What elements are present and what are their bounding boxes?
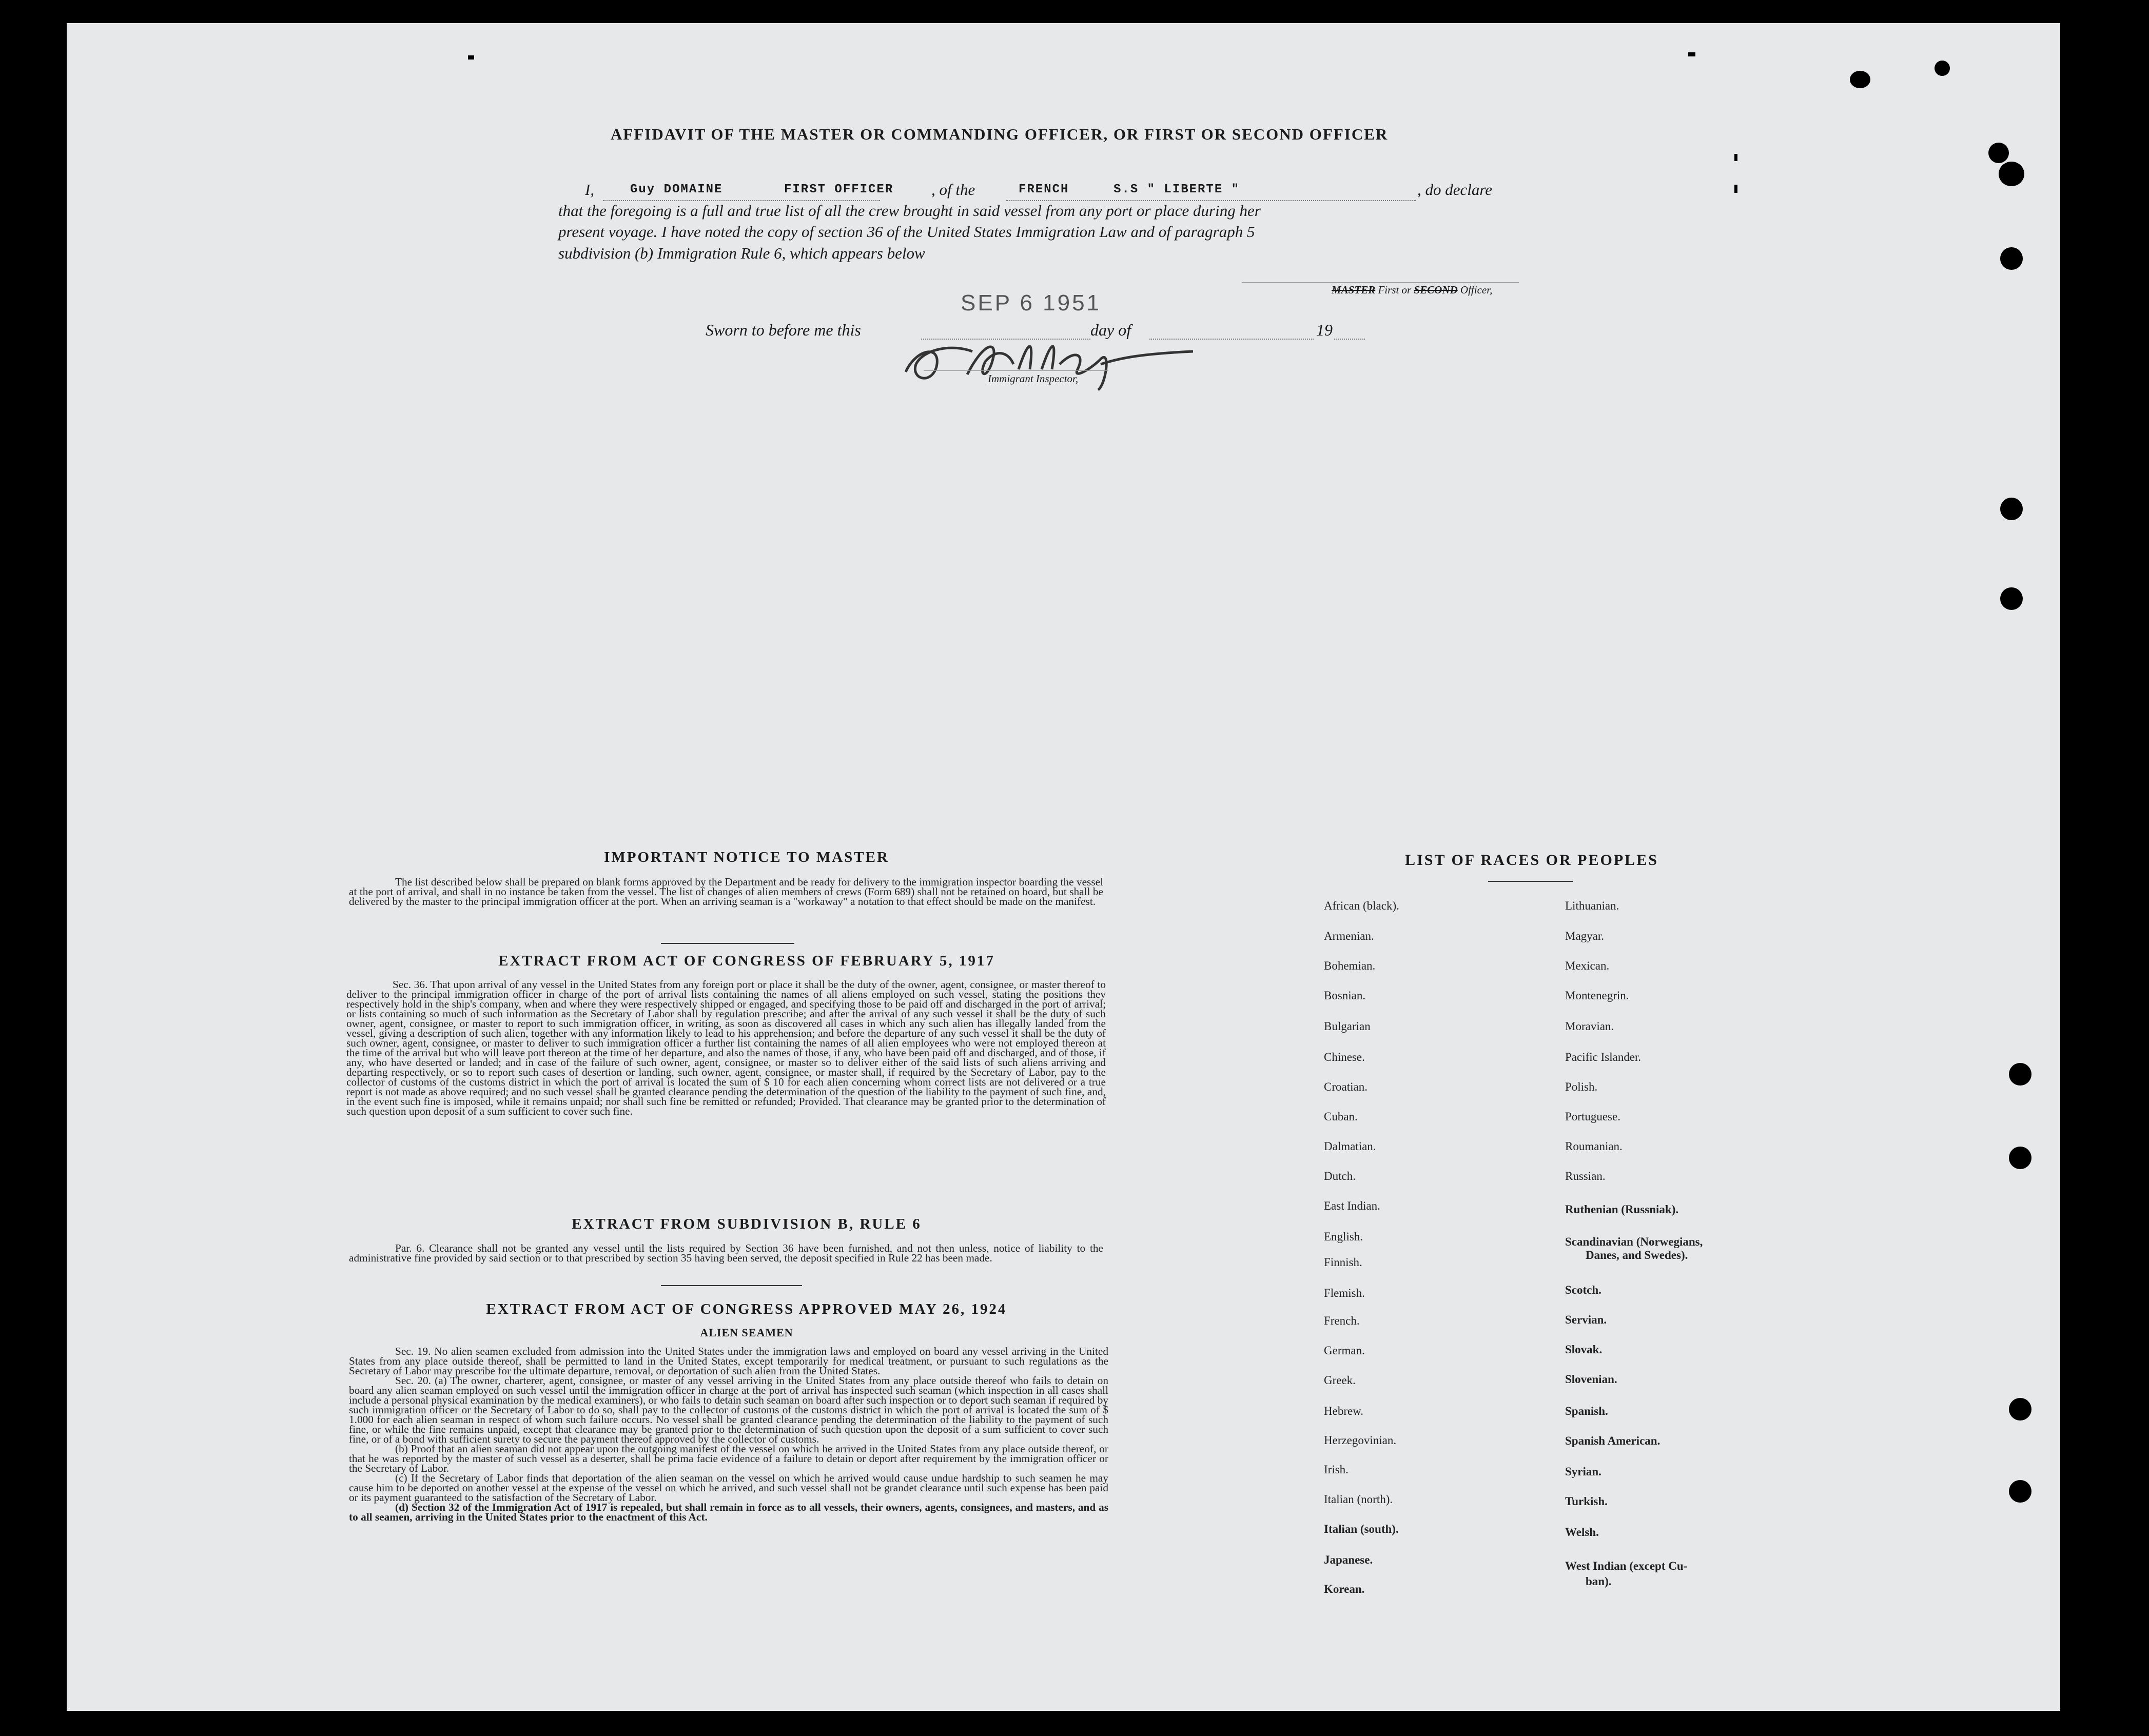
race-item: French. (1324, 1314, 1360, 1327)
race-item: Scandinavian (Norwegians, (1565, 1235, 1703, 1248)
race-item: Irish. (1324, 1463, 1349, 1476)
race-item: Bosnian. (1324, 989, 1366, 1002)
officer-word: Officer, (1460, 284, 1493, 296)
race-item: Pacific Islander. (1565, 1051, 1642, 1063)
struck-master: MASTER (1332, 284, 1376, 296)
race-item: Magyar. (1565, 930, 1605, 942)
signature-line (1242, 282, 1519, 283)
race-item: Hebrew. (1324, 1405, 1364, 1417)
race-item: Armenian. (1324, 930, 1374, 942)
race-item: Turkish. (1565, 1495, 1608, 1508)
date-stamp: SEP 6 1951 (961, 290, 1102, 315)
race-item: Croatian. (1324, 1080, 1367, 1093)
first-or-label: First or (1378, 284, 1412, 296)
race-item: Ruthenian (Russniak). (1565, 1203, 1679, 1216)
divider (1488, 881, 1573, 882)
year-prefix: 19 (1316, 321, 1333, 339)
race-item: Korean. (1324, 1583, 1365, 1595)
sec-19: Sec. 19. No alien seamen excluded from admission into the United States under the immigration laws and employed on board any vessel arriving in the United States from any place outside thereof, shall be permitted to land in the United States, except temporarily for medical treatment, or pursuant to such regulations as the Secretary of Labor may prescribe for the ultimate departure, removal, or deportation of such alien from the United States. (349, 1345, 1108, 1377)
sworn-text: Sworn to before me this (706, 321, 861, 339)
affidavit-line-3: present voyage. I have noted the copy of section 36 of the United States Immigration Law and of paragraph 5 (558, 223, 1255, 241)
race-item: Chinese. (1324, 1051, 1365, 1063)
race-item: Danes, and Swedes). (1586, 1249, 1688, 1261)
race-item: Scotch. (1565, 1284, 1601, 1296)
extract-1917-text: Sec. 36. That upon arrival of any vessel in the United States from any foreign port or place it shall be the duty of the owner, agent, consignee, or master thereof to deliver to the principal immigration officer in charge of the port of arrival lists containing the names of all aliens employed on such vessel, stating the positions they respectively hold in the ship's company, when and where they were respectively shipped or engaged, and specifying those to be paid off and discharged in the port of arrival; or lists containing so much of such information as the Secretary of Labor shall by regulation prescribe; and after the arrival of any such vessel it shall be the duty of such owner, agent, consignee, or master to report to such immigration officer, in writing, as soon as discovered all cases in which any such alien has illegally landed from the vessel, giving a description of such alien, together with any information likely to lead to his apprehension; and before the departure of any such vessel it shall be the duty of such owner, agent, consignee, or master to deliver to such immigration officer a further list containing the names of all alien employees who were not employed thereon at the time of the arrival but who will leave port thereon at the time of her departure, and also the names of those, if any, who have been paid off and discharged, and of those, if any, who have deserted or landed; and in case of the failure of such owner, agent, consignee, or master so to deliver either of the said lists of such aliens arriving and departing respectively, or so to report such cases of desertion or landing, such owner, agent, consignee, or master shall, if required by the Secretary of Labor, pay to the collector of customs of the customs district in which the port of arrival is located the sum of $ 10 for each alien concerning whom correct lists are not delivered or a true report is not made as above required; and no such vessel shall be granted clearance pending the determination of the question of the liability to the payment of such fine, and, in the event such fine is imposed, while it remains unpaid; nor shall such fine be remitted or refunded; Provided. That clearance may be granted prior to the determination of such question upon deposit of a sum sufficient to cover such fine. (346, 978, 1106, 1117)
underline (1334, 339, 1365, 340)
race-item: English. (1324, 1230, 1363, 1243)
divider (661, 1285, 802, 1286)
race-item: Polish. (1565, 1080, 1598, 1093)
race-item: Slovak. (1565, 1343, 1603, 1356)
pronoun: I, (585, 181, 595, 199)
punch-hole (1988, 143, 2009, 163)
affidavit-line-4: subdivision (b) Immigration Rule 6, which appears below (558, 244, 925, 262)
race-item: German. (1324, 1344, 1365, 1357)
punch-hole (1850, 71, 1870, 88)
race-item: Lithuanian. (1565, 899, 1619, 912)
struck-second: SECOND (1414, 284, 1458, 296)
race-item: Russian. (1565, 1170, 1606, 1182)
officer-label (1332, 284, 1492, 297)
race-item: Italian (south). (1324, 1523, 1399, 1535)
notice-text: The list described below shall be prepared on blank forms approved by the Department and be ready for delivery to the immigration inspector boarding the vessel at the port of arrival, and shall in no instance be taken from the vessel. The list of changes of alien members of crews (Form 689) shall not be retained on board, but shall be delivered by the master to the principal immigration officer at the port. When an arriving seaman is a "workaway" a notation to that effect should be made on the manifest. (349, 876, 1103, 908)
sec-20b: (b) Proof that an alien seaman did not appear upon the outgoing manifest of the vessel on which he arrived in the United States from any place outside thereof, or that he was reported by the master of such vessel as a deserter, shall be prima facie evidence of a failure to detain or deport after requirement by the immigration officer or the Secretary of Labor. (349, 1443, 1108, 1474)
inspector-line (924, 370, 1108, 371)
race-item: Moravian. (1565, 1020, 1614, 1033)
race-item: ban). (1586, 1575, 1612, 1588)
underline (603, 200, 880, 201)
race-item: Greek. (1324, 1374, 1356, 1387)
race-item: Syrian. (1565, 1465, 1601, 1478)
do-declare-text: , do declare (1417, 181, 1493, 199)
race-item: Italian (north). (1324, 1493, 1393, 1506)
punch-hole (2009, 1398, 2031, 1421)
race-item: Bohemian. (1324, 959, 1376, 972)
notice-title: IMPORTANT NOTICE TO MASTER (604, 849, 889, 865)
race-item: Herzegovinian. (1324, 1434, 1397, 1447)
speck (468, 55, 474, 60)
punch-hole (2009, 1063, 2031, 1086)
extract-1924-title: EXTRACT FROM ACT OF CONGRESS APPROVED MAY 26, 1924 (486, 1301, 1007, 1317)
race-item: Spanish. (1565, 1405, 1608, 1417)
races-title: LIST OF RACES OR PEOPLES (1405, 852, 1658, 869)
race-item: Flemish. (1324, 1287, 1365, 1299)
divider (661, 943, 794, 944)
day-of-text: day of (1090, 321, 1131, 339)
race-item: East Indian. (1324, 1199, 1380, 1212)
sec-20c: (c) If the Secretary of Labor finds that deportation of the alien seaman on the vessel on which he arrived would cause undue hardship to such seamen he may cause him to be deported on another vessel at the expense of the vessel on which he arrived, and such vessel shall not be grandet clearance until such expense has been paid or its payment guaranteed to the satisfaction of the Secretary of Labor. (349, 1472, 1108, 1504)
affidavit-line-2: that the foregoing is a full and true list of all the crew brought in said vessel from any port or place during her (558, 202, 1261, 220)
punch-hole (1935, 61, 1950, 76)
race-item: Roumanian. (1565, 1140, 1623, 1153)
race-item: Spanish American. (1565, 1434, 1660, 1447)
punch-hole (2000, 247, 2023, 270)
sec-20d: (d) Section 32 of the Immigration Act of 1917 is repealed, but shall remain in force as to all vessels, their owners, agents, consignees, and masters, and as to all seamen, arriving in the United States prior to the enactment of this Act. (349, 1501, 1108, 1523)
officer-rank: FIRST OFFICER (784, 183, 894, 196)
affidavit-title: AFFIDAVIT OF THE MASTER OR COMMANDING OFFICER, OR FIRST OR SECOND OFFICER (611, 125, 1389, 143)
race-item: West Indian (except Cu- (1565, 1560, 1688, 1572)
race-item: Slovenian. (1565, 1373, 1617, 1386)
race-item: Dalmatian. (1324, 1140, 1376, 1153)
race-item: Dutch. (1324, 1170, 1356, 1182)
inspector-label: Immigrant Inspector, (988, 372, 1079, 385)
of-the-text: , of the (931, 181, 975, 199)
underline (1006, 200, 1416, 201)
punch-hole (1999, 162, 2024, 186)
race-item: Servian. (1565, 1313, 1607, 1326)
speck (1734, 154, 1737, 161)
speck (1688, 52, 1695, 56)
extract-1924-text (349, 1347, 1108, 1522)
race-item: Bulgarian (1324, 1020, 1371, 1033)
sec-20a: Sec. 20. (a) The owner, charterer, agent, consignee, or master of any vessel arriving in the United States from any place outside thereof who fails to detain on board any alien seaman employed on such vessel until the immigration officer in charge at the port of arrival has inspected such seaman (which inspection in all cases shall include a personal physical examination by the medical examiners), or who fails to detain such seaman on board after such inspection or to deport such seaman if required by such immigration officer or the Secretary of Labor to do so, shall pay to the collector of customs of the customs district in which the port of arrival is located the sum of $ 1.000 for each alien seaman in respect of whom such failure occurs. No vessel shall be granted clearance pending the determination of the liability to the payment of such fine, or while the fine remains unpaid, except that clearance may be granted prior to the determination of such question upon the deposit of a sum sufficient to cover such fine, or of a bond with sufficient surety to secure the payment thereof approved by the collector of customs. (349, 1374, 1108, 1445)
race-item: Welsh. (1565, 1526, 1599, 1538)
officer-name: Guy DOMAINE (630, 183, 723, 196)
extract-1917-title: EXTRACT FROM ACT OF CONGRESS OF FEBRUARY 5, 1917 (498, 953, 995, 969)
race-item: African (black). (1324, 899, 1399, 912)
punch-hole (2000, 587, 2023, 610)
race-item: Portuguese. (1565, 1110, 1620, 1123)
race-item: Mexican. (1565, 959, 1610, 972)
rule6-title: EXTRACT FROM SUBDIVISION B, RULE 6 (572, 1216, 922, 1232)
race-item: Montenegrin. (1565, 989, 1629, 1002)
speck (1734, 185, 1737, 193)
race-item: Cuban. (1324, 1110, 1358, 1123)
rule6-text: Par. 6. Clearance shall not be granted any vessel until the lists required by Section 36 have been furnished, and not then unless, notice of liability to the administrative fine provided by said section or to that prescribed by section 35 having been served, the deposit specified in Rule 22 has been made. (349, 1242, 1103, 1264)
punch-hole (2009, 1480, 2031, 1503)
punch-hole (2000, 498, 2023, 520)
alien-seamen-subtitle: ALIEN SEAMEN (700, 1326, 793, 1339)
punch-hole (2009, 1147, 2031, 1169)
race-item: Japanese. (1324, 1553, 1373, 1566)
vessel-name: S.S " LIBERTE " (1113, 183, 1240, 196)
vessel-nationality: FRENCH (1019, 183, 1069, 196)
race-item: Finnish. (1324, 1256, 1362, 1269)
